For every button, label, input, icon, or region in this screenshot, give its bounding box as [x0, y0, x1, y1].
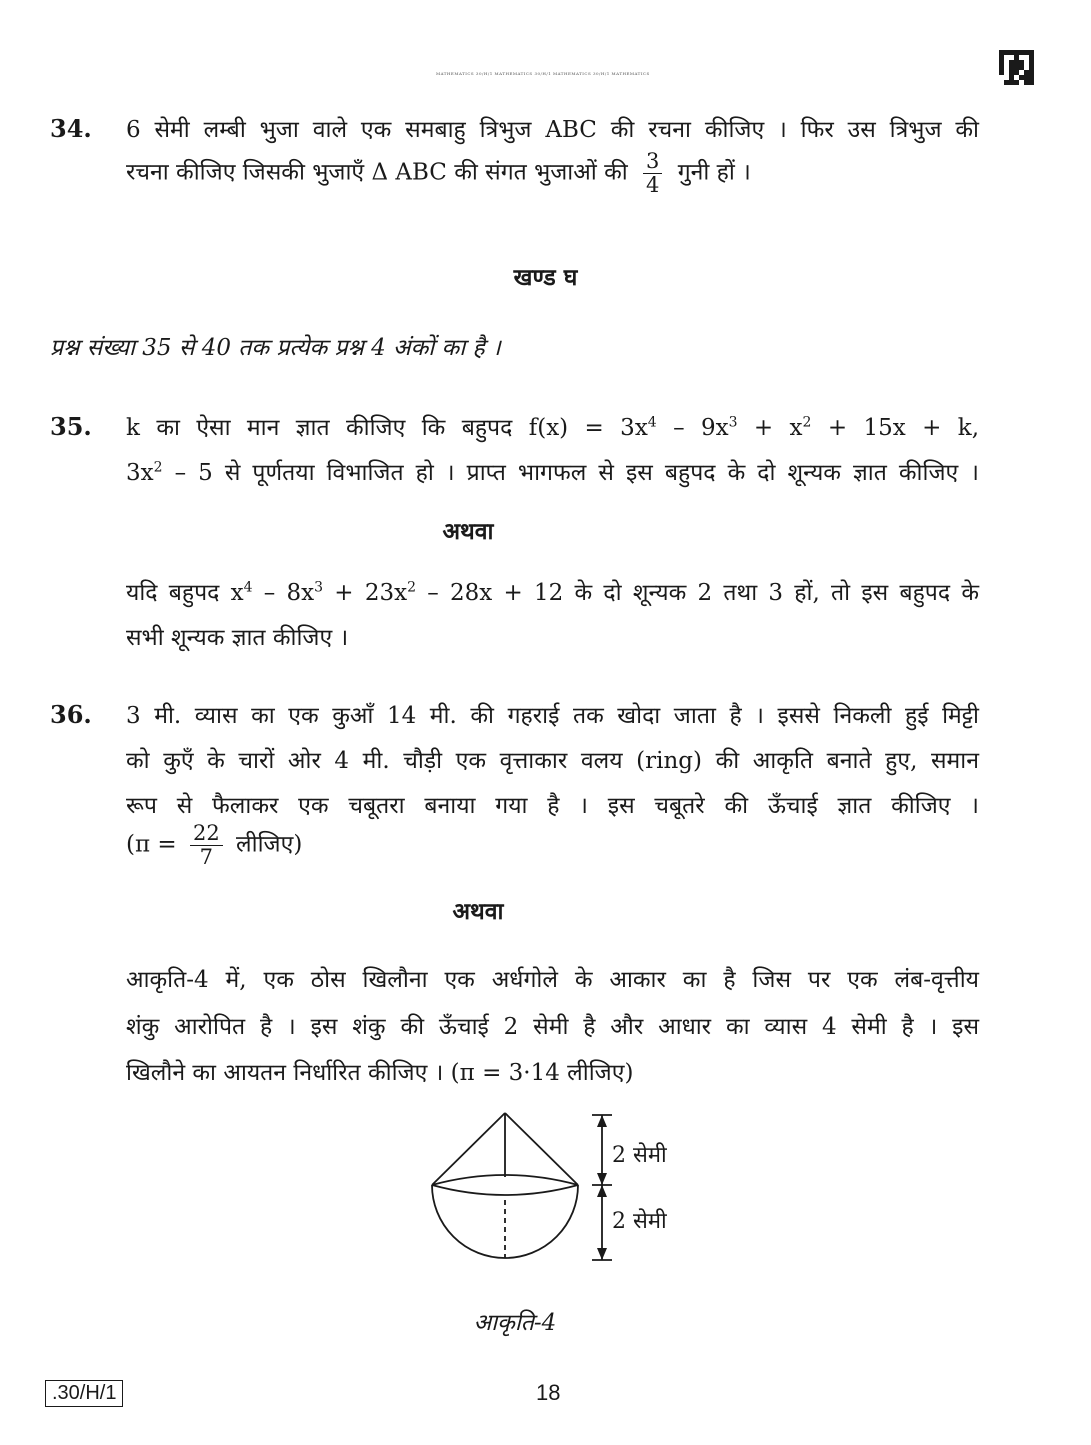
q35-l1-c: + x: [737, 415, 803, 441]
q36-alt-line-1: आकृति-4 में, एक ठोस खिलौना एक अर्धगोले के आकार का है जिस पर एक लंब-वृत्तीय: [126, 967, 979, 993]
q36-line-1: 3 मी. व्यास का एक कुआँ 14 मी. की गहराई तक खोदा जाता है । इससे निकली हुई मिट्टी: [126, 703, 979, 729]
question-number-35: 35.: [50, 412, 92, 441]
label-cone-height: 2 सेमी: [612, 1143, 667, 1168]
arrowhead-top: [597, 1115, 607, 1127]
q35-line-1: [126, 410, 979, 442]
rim-front-arc: [432, 1185, 578, 1195]
q35-l1-sup3: 2: [802, 414, 812, 431]
label-hemisphere-radius: 2 सेमी: [612, 1209, 667, 1234]
fraction-twentytwo-sevenths: [190, 822, 223, 869]
q36-line-3: रूप से फैलाकर एक चबूतरा बनाया गया है । इस चबूतरे की ऊँचाई ज्ञात कीजिए ।: [126, 793, 979, 819]
arrowhead-middle-up: [597, 1173, 607, 1185]
arrowhead-bottom: [597, 1248, 607, 1260]
cone-left-edge: [432, 1113, 505, 1185]
cone-right-edge: [505, 1113, 578, 1185]
q35-l2-a: 3x: [126, 460, 154, 486]
toy-figure: [420, 1105, 720, 1275]
page-number: 18: [536, 1380, 561, 1405]
q35-l1-sup2: 3: [728, 414, 738, 431]
figure-caption: आकृति-4: [473, 1310, 557, 1336]
q35-alt-l1-sup3: 2: [407, 579, 416, 596]
q36-alt-line-3: खिलौने का आयतन निर्धारित कीजिए । (π = 3·14 लीजिए): [126, 1060, 634, 1086]
fraction-numerator: 3: [643, 150, 662, 174]
q35-line-2: [126, 455, 979, 487]
q34-line-2: [126, 150, 751, 197]
q35-l1-sup1: 4: [647, 414, 657, 431]
q36-line-2: को कुएँ के चारों ओर 4 मी. चौड़ी एक वृत्ताकार वलय (ring) की आकृति बनाते हुए, समान: [126, 748, 979, 774]
fraction-numerator: 22: [190, 822, 223, 846]
arrowhead-middle-down: [597, 1185, 607, 1197]
fraction-denominator: 7: [199, 845, 214, 870]
header-microtext: MATHEMATICS 30/H/1 MATHEMATICS 30/H/1 MATHEMATICS 30/H/1 MATHEMATICS: [436, 71, 650, 76]
q35-alt-l1-sup1: 4: [243, 579, 253, 596]
q36-pi-line: [126, 822, 302, 869]
q35-alt-l1-a: यदि बहुपद x: [126, 580, 244, 606]
qr-code-icon: [999, 50, 1034, 85]
q35-alt-line-2: सभी शून्यक ज्ञात कीजिए ।: [126, 625, 349, 651]
question-number-36: 36.: [50, 700, 92, 729]
q36-pi-suffix: लीजिए): [236, 831, 303, 858]
paper-code: .30/H/1: [45, 1380, 123, 1407]
q35-alt-line-1: [126, 575, 979, 607]
q35-l1-d: + 15x + k,: [811, 415, 980, 441]
q35-l2-b: – 5 से पूर्णतया विभाजित हो । प्राप्त भागफल से इस बहुपद के दो शून्यक ज्ञात कीजिए ।: [162, 460, 979, 486]
q34-line-1: 6 सेमी लम्बी भुजा वाले एक समबाहु त्रिभुज ABC की रचना कीजिए । फिर उस त्रिभुज की: [126, 117, 979, 143]
fraction-three-quarters: [643, 150, 662, 197]
q36-or-heading: अथवा: [452, 898, 504, 925]
q35-or-heading: अथवा: [442, 518, 494, 545]
q35-l2-sup1: 2: [153, 459, 163, 476]
q34-line-2-end: गुनी हों ।: [677, 159, 751, 186]
question-number-34: 34.: [50, 114, 92, 143]
q35-l1-b: – 9x: [656, 415, 729, 441]
q35-alt-l1-b: – 8x: [252, 580, 315, 606]
section-instruction: प्रश्न संख्या 35 से 40 तक प्रत्येक प्रश्न 4 अंकों का है ।: [50, 335, 501, 361]
q36-alt-line-2: शंकु आरोपित है । इस शंकु की ऊँचाई 2 सेमी है और आधार का व्यास 4 सेमी है । इस: [126, 1014, 979, 1040]
q35-alt-l1-d: – 28x + 12 के दो शून्यक 2 तथा 3 हों, तो इस बहुपद के: [416, 580, 979, 606]
qr-module: [1029, 80, 1034, 85]
q36-pi-prefix: (π =: [126, 831, 177, 858]
fraction-denominator: 4: [646, 173, 660, 198]
q35-alt-l1-sup2: 3: [314, 579, 324, 596]
section-title: खण्ड घ: [513, 264, 578, 291]
q35-l1-a: k का ऐसा मान ज्ञात कीजिए कि बहुपद f(x) = 3x: [126, 415, 648, 441]
q34-line-2-text: रचना कीजिए जिसकी भुजाएँ Δ ABC की संगत भुजाओं की: [126, 159, 628, 186]
q35-alt-l1-c: + 23x: [323, 580, 408, 606]
